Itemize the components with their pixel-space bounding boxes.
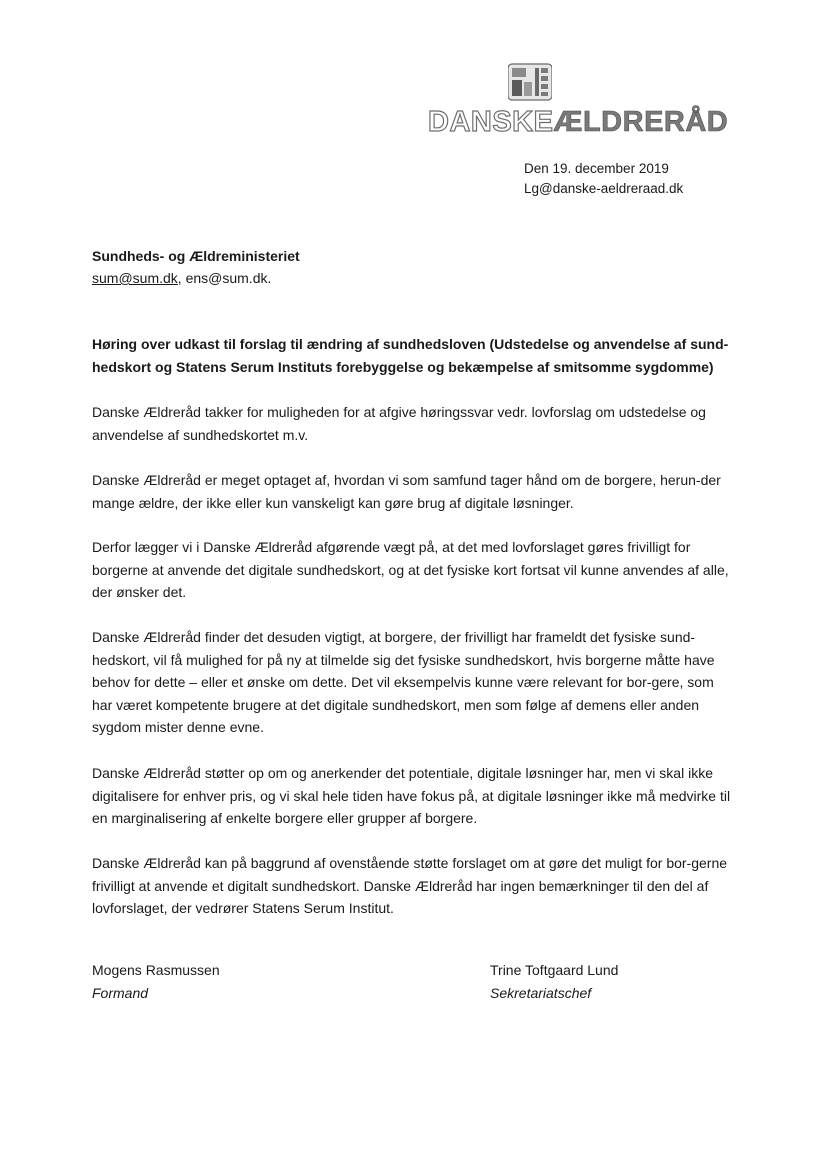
letter-subject: Høring over udkast til forslag til ændring af sundhedsloven (Udstedelse og anvendelse af sund-hedskort og Statens Serum Instituts forebyggelse og bekæmpelse af smitsomme sygdomme) — [92, 336, 729, 375]
organization-logo — [428, 62, 730, 138]
recipient-block — [92, 245, 300, 289]
recipient-email-rest: , ens@sum.dk. — [177, 270, 272, 286]
body-paragraph-2: Danske Ældreråd er meget optaget af, hvordan vi som samfund tager hånd om de borgere, herun-der mange ældre, der ikke eller kun vanskeligt kan gøre brug af digitale løsninger. — [92, 472, 721, 511]
signature-right — [490, 959, 618, 1005]
body-paragraph-4: Danske Ældreråd finder det desuden vigtigt, at borgere, der frivilligt har frameldt det fysiske sund-hedskort, vil få mulighed for på ny at tilmelde sig det fysiske sundhedskort, hvis borgerne måtte have behov for dette – eller et ønske om dette. Det vil eksempelvis kunne være relevant for bor-gere, som har været kompetente brugere at det digitale sundhedskort, men som følge af demens eller anden sygdom mister denne evne. — [92, 629, 715, 735]
logo-wordmark: DANSKEÆLDRERÅD — [428, 106, 729, 138]
body-paragraph-1: Danske Ældreråd takker for muligheden for at afgive høringssvar vedr. lovforslag om udstedelse og anvendelse af sundhedskortet m.v. — [92, 404, 706, 443]
signatory-name: Trine Toftgaard Lund — [490, 962, 619, 978]
recipient-email-link[interactable]: sum@sum.dk — [92, 270, 178, 286]
recipient-emails — [92, 267, 300, 289]
body-paragraph-6: Danske Ældreråd kan på baggrund af ovenstående støtte forslaget om at gøre det muligt for bor-gerne frivilligt at anvende et digitalt sundhedskort. Danske Ældreråd har ingen bemærkninger til den del af lovforslaget, der vedrører Statens Serum Institut. — [92, 855, 728, 916]
letter-date: Den 19. december 2019 — [524, 161, 669, 176]
logo-mark-icon — [508, 62, 552, 102]
signature-left — [92, 959, 220, 1005]
body-paragraph-5: Danske Ældreråd støtter op om og anerkender det potentiale, digitale løsninger har, men vi skal ikke digitalisere for enhver pris, og vi skal hele tiden have fokus på, at digitale løsninger ikke må medvirke til en marginalisering af enkelte borgere eller grupper af borgere. — [92, 765, 731, 826]
recipient-name: Sundheds- og Ældreministeriet — [92, 248, 300, 264]
signatory-name: Mogens Rasmussen — [92, 962, 220, 978]
body-paragraph-3: Derfor lægger vi i Danske Ældreråd afgørende vægt på, at det med lovforslaget gøres frivilligt for borgerne at anvende det digitale sundhedskort, og at det fysiske kort fortsat vil kunne anvendes af alle, der ønsker det. — [92, 539, 729, 600]
signatory-title: Formand — [92, 985, 149, 1001]
sender-email: Lg@danske-aeldreraad.dk — [524, 181, 684, 196]
signatory-title: Sekretariatschef — [490, 985, 592, 1001]
letter-meta — [524, 159, 683, 199]
